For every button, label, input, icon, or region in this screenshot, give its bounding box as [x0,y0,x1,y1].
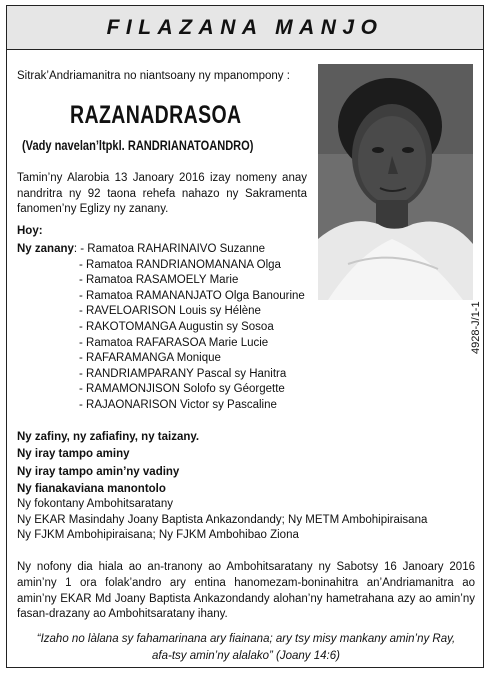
header-banner [7,6,483,50]
intro-text: Sitrak’Andriamanitra no niantsoany ny mpanompony : [17,70,290,82]
list-item: - Ramatoa RASAMOELY Marie [79,274,239,287]
funeral-details: Ny nofony dia hiala ao an-tranony ao Ambohitsaratany ny Sabotsy 16 Janoary 2016 amin’ny 1 ora folak’andro ary entina hanomezam-boninahitra an’Andriamanitra ao amin’ny EKAR Md Joany Baptista Ankazondandy alohan’ny hametrahana azy ao amin’ny fasan-drazany ao Ambohitsaratany ihany. [17,561,475,621]
list-item: - Ramatoa RAFARASOA Marie Lucie [79,336,269,349]
list-item: Ny fokontany Ambohitsaratany [17,498,173,510]
quote-line: afa-tsy amin’ny alalako” (Joany 14:6) [152,650,340,662]
deceased-name: RAZANADRASOA [70,101,242,129]
list-item: - RAVELOARISON Louis sy Hélène [79,305,261,318]
list-item: - Ramatoa RANDRIANOMANANA Olga [79,258,281,271]
list-item: - Ramatoa RAMANANJATO Olga Banourine [79,289,305,302]
list-item: - RAMAMONJISON Solofo sy Géorgette [79,383,285,396]
portrait-illustration [318,64,473,300]
list-item: - RANDRIAMPARANY Pascal sy Hanitra [79,367,287,380]
children-label: Ny zanany [17,243,74,255]
list-item: Ny fianakaviana manontolo [17,483,166,496]
portrait-photo [318,64,473,300]
notice-title: FILAZANA MANJO [106,15,384,39]
deceased-subtitle: (Vady navelan’ltpkl. RANDRIANATOANDRO) [22,138,254,153]
list-item: Ny FJKM Ambohipiraisana; Ny FJKM Ambohibao Ziona [17,529,299,542]
announcement-text: Tamin’ny Alarobia 13 Janoary 2016 izay nomeny anay nandritra ny 92 taona rehefa nahazo ny Sakramenta fanomen’ny Eglizy ny zanany. [17,172,307,216]
list-item: Ny iray tampo amin’ny vadiny [17,465,180,478]
notice-frame [6,5,484,668]
list-item: - RAJAONARISON Victor sy Pascaline [79,398,277,411]
list-item: Ny zanany: - Ramatoa RAHARINAIVO Suzanne [17,243,265,255]
list-item: - RAFARAMANGA Monique [79,352,221,365]
list-item: Ny iray tampo aminy [17,448,130,461]
list-item: - RAKOTOMANGA Augustin sy Sosoa [79,320,274,333]
hoy-label: Hoy: [17,225,43,237]
community-list [17,497,427,544]
reference-code: 4928-J/1-1 [470,301,482,354]
family-list [17,429,199,499]
children-list [17,242,305,414]
list-item: Ny zafiny, ny zafiafiny, ny taizany. [17,431,200,443]
bible-quote [17,631,475,665]
quote-line: “Izaho no làlana sy fahamarinana ary fiainana; ary tsy misy mankany amin’ny Ray, [36,633,456,645]
list-item: Ny EKAR Masindahy Joany Baptista Ankazondandy; Ny METM Ambohipiraisana [17,513,428,526]
